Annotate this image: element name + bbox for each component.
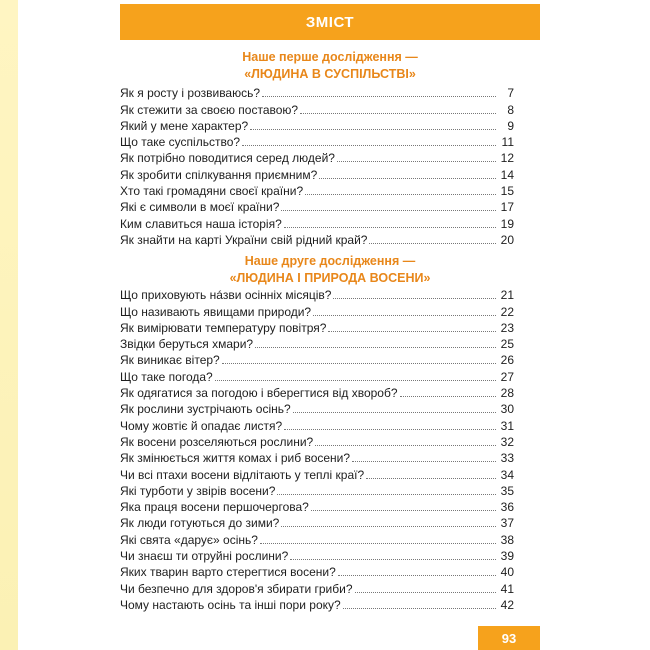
toc-entry (120, 182, 514, 198)
toc-entry-page: 8 (507, 102, 514, 117)
toc-entry (120, 302, 514, 318)
toc-entry (120, 416, 514, 432)
toc-entry-page: 20 (500, 232, 514, 247)
decorative-stripe (0, 0, 18, 650)
toc-entry-page: 30 (500, 402, 514, 417)
toc-entry (120, 530, 514, 546)
contents-header (120, 4, 540, 40)
section-2-toc-list (120, 286, 514, 612)
dot-leader (313, 315, 496, 316)
toc-entry-title: Як знайти на карті України свій рідний край? (120, 232, 368, 247)
section-2-heading-line-2: «ЛЮДИНА І ПРИРОДА ВОСЕНИ» (229, 271, 431, 285)
dot-leader (369, 243, 496, 244)
toc-entry-page: 37 (500, 516, 514, 531)
section-2-heading (120, 253, 540, 287)
toc-entry (120, 547, 514, 563)
toc-entry (120, 117, 514, 133)
toc-entry-page: 21 (500, 288, 514, 303)
toc-entry-title: Як вимірювати температуру повітря? (120, 320, 327, 335)
dot-leader (337, 161, 496, 162)
dot-leader (328, 331, 496, 332)
toc-entry-page: 28 (500, 386, 514, 401)
toc-entry (120, 335, 514, 351)
toc-entry-page: 42 (500, 597, 514, 612)
toc-entry-title: Чому настають осінь та інші пори року? (120, 597, 341, 612)
dot-leader (300, 113, 496, 114)
section-2-heading-line-1: Наше друге дослідження — (244, 254, 416, 268)
dot-leader (315, 445, 496, 446)
dot-leader (319, 178, 496, 179)
toc-entry (120, 351, 514, 367)
dot-leader (260, 543, 496, 544)
toc-entry (120, 449, 514, 465)
dot-leader (281, 526, 496, 527)
toc-entry (120, 400, 514, 416)
toc-entry (120, 231, 514, 247)
toc-entry (120, 198, 514, 214)
dot-leader (255, 347, 496, 348)
toc-entry-title: Які є символи в моєї країни? (120, 200, 280, 215)
dot-leader (215, 380, 496, 381)
toc-entry-title: Як одягатися за погодою і вберегтися від хвороб? (120, 386, 398, 401)
toc-entry-page: 25 (500, 337, 514, 352)
toc-entry (120, 367, 514, 383)
dot-leader (277, 494, 496, 495)
toc-entry-title: Як я росту і розвиваюсь? (120, 86, 261, 101)
toc-entry-page: 19 (500, 216, 514, 231)
dot-leader (250, 129, 496, 130)
toc-entry-page: 17 (500, 200, 514, 215)
toc-entry-page: 32 (500, 434, 514, 449)
toc-entry-page: 15 (500, 184, 514, 199)
dot-leader (284, 429, 496, 430)
toc-entry-page: 9 (507, 118, 514, 133)
toc-entry-page: 35 (500, 483, 514, 498)
dot-leader (290, 559, 496, 560)
toc-entry-page: 23 (500, 320, 514, 335)
toc-entry-title: Які свята «дарує» осінь? (120, 532, 258, 547)
toc-entry-title: Чи безпечно для здоров'я збирати гриби? (120, 581, 353, 596)
toc-entry (120, 149, 514, 165)
toc-entry (120, 433, 514, 449)
toc-entry-title: Як зробити спілкування приємним? (120, 167, 318, 182)
toc-entry (120, 384, 514, 400)
section-1-heading (120, 49, 540, 83)
toc-entry-title: Який у мене характер? (120, 118, 249, 133)
toc-entry (120, 319, 514, 335)
toc-entry-title: Як змінюється життя комах і риб восени? (120, 451, 351, 466)
toc-entry-page: 34 (500, 467, 514, 482)
toc-entry (120, 579, 514, 595)
section-1-toc-list (120, 84, 514, 247)
toc-entry-page: 14 (500, 167, 514, 182)
toc-entry-title: Чи всі птахи восени відлітають у теплі краї? (120, 467, 365, 482)
toc-entry-title: Яких тварин варто стерегтися восени? (120, 565, 336, 580)
toc-entry-page: 12 (500, 151, 514, 166)
toc-entry (120, 133, 514, 149)
toc-entry-page: 22 (500, 304, 514, 319)
dot-leader (222, 363, 496, 364)
toc-entry-title: Що приховують нáзви осінніх місяців? (120, 288, 332, 303)
dot-leader (305, 194, 496, 195)
dot-leader (400, 396, 496, 397)
toc-entry-page: 33 (500, 451, 514, 466)
toc-entry-title: Як рослини зустрічають осінь? (120, 402, 291, 417)
toc-entry (120, 100, 514, 116)
toc-entry-page: 41 (500, 581, 514, 596)
toc-entry (120, 165, 514, 181)
toc-entry-title: Ким славиться наша історія? (120, 216, 282, 231)
toc-entry-page: 40 (500, 565, 514, 580)
page-number: 93 (501, 630, 517, 646)
toc-entry (120, 514, 514, 530)
toc-entry-title: Як виникає вітер? (120, 353, 220, 368)
toc-entry (120, 498, 514, 514)
toc-entry-title: Чи знаєш ти отруйні рослини? (120, 549, 289, 564)
dot-leader (355, 592, 496, 593)
toc-entry-title: Звідки беруться хмари? (120, 337, 254, 352)
toc-entry-title: Як стежити за своєю поставою? (120, 102, 299, 117)
toc-entry (120, 214, 514, 230)
toc-entry-title: Чому жовтіє й опадає листя? (120, 418, 283, 433)
toc-entry-page: 31 (500, 418, 514, 433)
toc-entry-title: Як люди готуються до зими? (120, 516, 280, 531)
toc-entry (120, 465, 514, 481)
toc-entry (120, 286, 514, 302)
toc-entry-title: Що таке погода? (120, 369, 213, 384)
toc-entry-page: 36 (500, 500, 514, 515)
toc-entry-title: Як восени розселяються рослини? (120, 434, 314, 449)
toc-entry-title: Які турботи у звірів восени? (120, 483, 276, 498)
toc-entry-title: Що таке суспільство? (120, 135, 241, 150)
dot-leader (311, 510, 496, 511)
toc-entry-page: 38 (500, 532, 514, 547)
dot-leader (343, 608, 496, 609)
page-number-tab (478, 626, 540, 650)
toc-entry (120, 596, 514, 612)
toc-entry-title: Яка праця восени першочергова? (120, 500, 309, 515)
dot-leader (242, 145, 496, 146)
dot-leader (352, 461, 496, 462)
toc-entry-title: Що називають явищами природи? (120, 304, 312, 319)
dot-leader (293, 412, 496, 413)
toc-entry (120, 563, 514, 579)
toc-entry-page: 7 (507, 86, 514, 101)
dot-leader (284, 227, 496, 228)
toc-entry-page: 27 (500, 369, 514, 384)
section-1-heading-line-1: Наше перше дослідження — (242, 50, 418, 64)
dot-leader (262, 96, 496, 97)
toc-entry (120, 482, 514, 498)
toc-entry-page: 11 (501, 135, 514, 150)
dot-leader (366, 478, 496, 479)
dot-leader (338, 575, 496, 576)
section-1-heading-line-2: «ЛЮДИНА В СУСПІЛЬСТВІ» (244, 67, 416, 81)
page-title: ЗМІСТ (305, 13, 355, 31)
toc-entry-page: 39 (500, 549, 514, 564)
dot-leader (333, 298, 496, 299)
dot-leader (281, 210, 496, 211)
toc-entry-title: Хто такі громадяни своєї країни? (120, 184, 304, 199)
toc-entry-title: Як потрібно поводитися серед людей? (120, 151, 335, 166)
toc-entry-page: 26 (500, 353, 514, 368)
toc-entry (120, 84, 514, 100)
